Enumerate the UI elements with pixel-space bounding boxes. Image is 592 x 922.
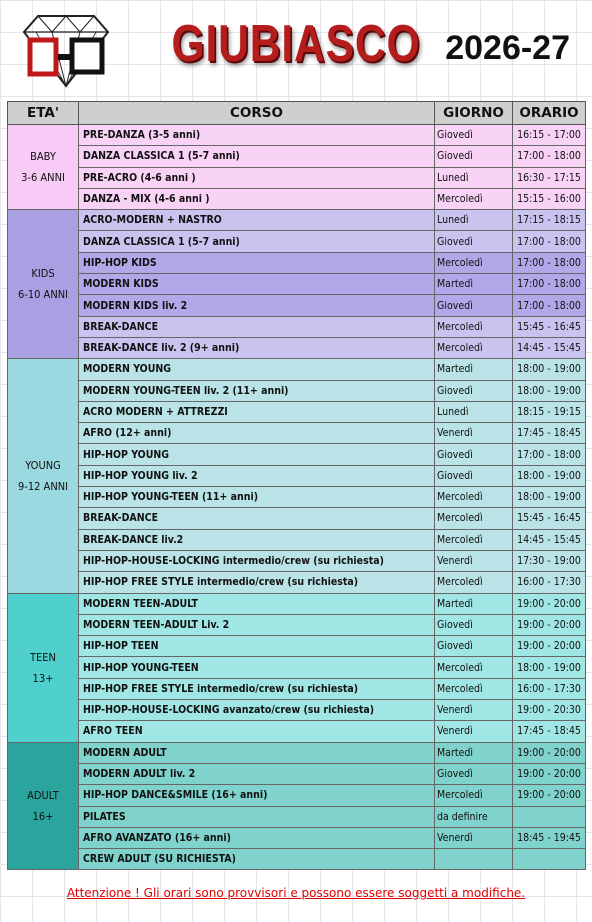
- course-time: 18:00 - 19:00: [513, 465, 586, 486]
- course-time: 16:00 - 17:30: [513, 572, 586, 593]
- table-row: [8, 231, 586, 252]
- course-time: 19:00 - 20:00: [513, 763, 586, 784]
- table-row: [8, 423, 586, 444]
- course-name: MODERN TEEN-ADULT: [79, 593, 435, 614]
- age-group-line: ADULT: [27, 789, 59, 802]
- table-row: [8, 721, 586, 742]
- table-row: [8, 444, 586, 465]
- table-row: [8, 316, 586, 337]
- header-orario: ORARIO: [513, 102, 586, 125]
- course-time: 16:00 - 17:30: [513, 678, 586, 699]
- table-row: [8, 785, 586, 806]
- schedule-table: [7, 101, 586, 870]
- course-name: DANZA CLASSICA 1 (5-7 anni): [79, 146, 435, 167]
- course-name: BREAK-DANCE: [79, 316, 435, 337]
- age-group-line: 3-6 ANNI: [21, 171, 65, 185]
- header-corso: CORSO: [79, 102, 435, 125]
- course-time: [513, 849, 586, 870]
- header-giorno: GIORNO: [435, 102, 513, 125]
- course-time: 16:15 - 17:00: [513, 125, 586, 146]
- table-row: [8, 806, 586, 827]
- course-time: 19:00 - 20:00: [513, 614, 586, 635]
- header-eta: ETA': [8, 102, 79, 125]
- course-name: PRE-DANZA (3-5 anni): [79, 125, 435, 146]
- course-name: MODERN YOUNG: [79, 359, 435, 380]
- course-name: PILATES: [79, 806, 435, 827]
- table-row: [8, 252, 586, 273]
- course-name: DANZA CLASSICA 1 (5-7 anni): [79, 231, 435, 252]
- table-row: [8, 210, 586, 231]
- table-row: [8, 636, 586, 657]
- table-header-row: [8, 102, 586, 125]
- age-group-line: 9-12 ANNI: [17, 479, 69, 493]
- course-day: Mercoledì: [435, 657, 513, 678]
- course-time: 16:30 - 17:15: [513, 167, 586, 188]
- course-day: Venerdì: [435, 700, 513, 721]
- course-name: MODERN ADULT: [79, 742, 435, 763]
- course-time: 15:45 - 16:45: [513, 508, 586, 529]
- course-day: Giovedì: [435, 614, 513, 635]
- course-day: Venerdì: [435, 423, 513, 444]
- course-name: DANZA - MIX (4-6 anni ): [79, 188, 435, 209]
- table-row: [8, 614, 586, 635]
- course-day: Martedì: [435, 593, 513, 614]
- course-time: [513, 806, 586, 827]
- age-group-line: 16+: [32, 810, 54, 823]
- table-row: [8, 678, 586, 699]
- table-row: [8, 550, 586, 571]
- table-row: [8, 593, 586, 614]
- course-time: 17:30 - 19:00: [513, 550, 586, 571]
- table-row: [8, 188, 586, 209]
- course-day: Mercoledì: [435, 188, 513, 209]
- course-name: ACRO MODERN + ATTREZZI: [79, 401, 435, 422]
- course-name: MODERN TEEN-ADULT Liv. 2: [79, 614, 435, 635]
- course-day: Lunedì: [435, 167, 513, 188]
- course-time: 18:00 - 19:00: [513, 487, 586, 508]
- course-time: 14:45 - 15:45: [513, 337, 586, 358]
- course-day: Giovedì: [435, 231, 513, 252]
- age-group-adult: [8, 742, 79, 870]
- course-day: Venerdì: [435, 827, 513, 848]
- course-name: HIP-HOP TEEN: [79, 636, 435, 657]
- course-day: Mercoledì: [435, 529, 513, 550]
- table-row: [8, 359, 586, 380]
- course-time: 17:00 - 18:00: [513, 146, 586, 167]
- course-time: 18:15 - 19:15: [513, 401, 586, 422]
- course-day: Lunedì: [435, 401, 513, 422]
- schedule-table-wrapper: [7, 101, 585, 870]
- course-day: Giovedì: [435, 444, 513, 465]
- course-day: Mercoledì: [435, 785, 513, 806]
- course-day: Mercoledì: [435, 487, 513, 508]
- course-time: 17:00 - 18:00: [513, 295, 586, 316]
- course-time: 19:00 - 20:00: [513, 636, 586, 657]
- course-name: HIP-HOP-HOUSE-LOCKING intermedio/crew (su richiesta): [79, 550, 435, 571]
- course-name: PRE-ACRO (4-6 anni ): [79, 167, 435, 188]
- course-day: Giovedì: [435, 465, 513, 486]
- course-day: Giovedì: [435, 295, 513, 316]
- course-name: MODERN YOUNG-TEEN liv. 2 (11+ anni): [79, 380, 435, 401]
- course-time: 15:15 - 16:00: [513, 188, 586, 209]
- table-row: [8, 487, 586, 508]
- course-time: 19:00 - 20:00: [513, 785, 586, 806]
- course-time: 18:00 - 19:00: [513, 380, 586, 401]
- course-day: Mercoledì: [435, 508, 513, 529]
- course-day: Giovedì: [435, 636, 513, 657]
- course-name: AFRO TEEN: [79, 721, 435, 742]
- course-day: Mercoledì: [435, 572, 513, 593]
- course-name: HIP-HOP-HOUSE-LOCKING avanzato/crew (su richiesta): [79, 700, 435, 721]
- course-day: Mercoledì: [435, 252, 513, 273]
- course-day: Mercoledì: [435, 678, 513, 699]
- course-name: BREAK-DANCE liv.2: [79, 529, 435, 550]
- table-row: [8, 146, 586, 167]
- course-name: HIP-HOP YOUNG-TEEN (11+ anni): [79, 487, 435, 508]
- course-day: Venerdì: [435, 550, 513, 571]
- course-name: MODERN KIDS: [79, 274, 435, 295]
- course-name: BREAK-DANCE liv. 2 (9+ anni): [79, 337, 435, 358]
- age-group-line: BABY: [30, 150, 56, 164]
- course-day: Mercoledì: [435, 316, 513, 337]
- course-name: MODERN KIDS liv. 2: [79, 295, 435, 316]
- course-name: HIP-HOP FREE STYLE intermedio/crew (su richiesta): [79, 678, 435, 699]
- age-group-line: TEEN: [30, 650, 56, 664]
- course-day: Giovedì: [435, 380, 513, 401]
- table-row: [8, 508, 586, 529]
- course-name: HIP-HOP FREE STYLE intermedio/crew (su richiesta): [79, 572, 435, 593]
- table-row: [8, 401, 586, 422]
- course-name: CREW ADULT (SU RICHIESTA): [79, 849, 435, 870]
- course-time: 14:45 - 15:45: [513, 529, 586, 550]
- course-day: Giovedì: [435, 125, 513, 146]
- table-row: [8, 274, 586, 295]
- course-time: 17:45 - 18:45: [513, 423, 586, 444]
- age-group-line: 6-10 ANNI: [17, 288, 69, 302]
- table-row: [8, 849, 586, 870]
- age-group-line: 13+: [32, 671, 54, 685]
- age-group-kids: [8, 210, 79, 359]
- course-time: 19:00 - 20:00: [513, 593, 586, 614]
- course-name: MODERN ADULT liv. 2: [79, 763, 435, 784]
- course-day: Lunedì: [435, 210, 513, 231]
- table-row: [8, 465, 586, 486]
- course-name: HIP-HOP KIDS: [79, 252, 435, 273]
- course-name: AFRO AVANZATO (16+ anni): [79, 827, 435, 848]
- table-row: [8, 295, 586, 316]
- course-day: Martedì: [435, 359, 513, 380]
- course-name: HIP-HOP YOUNG: [79, 444, 435, 465]
- table-row: [8, 380, 586, 401]
- course-time: 17:00 - 18:00: [513, 231, 586, 252]
- course-time: 17:15 - 18:15: [513, 210, 586, 231]
- course-name: HIP-HOP DANCE&SMILE (16+ anni): [79, 785, 435, 806]
- course-time: 15:45 - 16:45: [513, 316, 586, 337]
- course-name: HIP-HOP YOUNG liv. 2: [79, 465, 435, 486]
- table-row: [8, 763, 586, 784]
- schedule-body: [8, 125, 586, 870]
- course-day: Martedì: [435, 742, 513, 763]
- page-title: GIUBIASCO: [171, 15, 421, 73]
- age-group-line: YOUNG: [25, 458, 61, 472]
- course-day: Martedì: [435, 274, 513, 295]
- course-day: Mercoledì: [435, 337, 513, 358]
- course-time: 17:00 - 18:00: [513, 252, 586, 273]
- course-day: [435, 849, 513, 870]
- season-year: 2026-27: [445, 29, 570, 67]
- course-name: AFRO (12+ anni): [79, 423, 435, 444]
- table-row: [8, 529, 586, 550]
- course-time: 18:00 - 19:00: [513, 657, 586, 678]
- table-row: [8, 827, 586, 848]
- table-row: [8, 167, 586, 188]
- course-time: 18:45 - 19:45: [513, 827, 586, 848]
- course-time: 18:00 - 19:00: [513, 359, 586, 380]
- age-group-young: [8, 359, 79, 593]
- table-row: [8, 337, 586, 358]
- course-day: Giovedì: [435, 146, 513, 167]
- course-time: 19:00 - 20:00: [513, 742, 586, 763]
- course-time: 17:00 - 18:00: [513, 274, 586, 295]
- course-time: 19:00 - 20:30: [513, 700, 586, 721]
- course-name: ACRO-MODERN + NASTRO: [79, 210, 435, 231]
- course-name: BREAK-DANCE: [79, 508, 435, 529]
- age-group-line: KIDS: [31, 267, 55, 281]
- table-row: [8, 657, 586, 678]
- course-time: 17:00 - 18:00: [513, 444, 586, 465]
- course-name: HIP-HOP YOUNG-TEEN: [79, 657, 435, 678]
- table-row: [8, 742, 586, 763]
- course-day: da definire: [435, 806, 513, 827]
- course-day: Giovedì: [435, 763, 513, 784]
- disclaimer-notice: Attenzione ! Gli orari sono provvisori e possono essere soggetti a modifiche.: [66, 886, 526, 900]
- table-row: [8, 700, 586, 721]
- course-time: 17:45 - 18:45: [513, 721, 586, 742]
- table-row: [8, 125, 586, 146]
- age-group-baby: [8, 125, 79, 210]
- age-group-teen: [8, 593, 79, 742]
- table-row: [8, 572, 586, 593]
- course-day: Venerdì: [435, 721, 513, 742]
